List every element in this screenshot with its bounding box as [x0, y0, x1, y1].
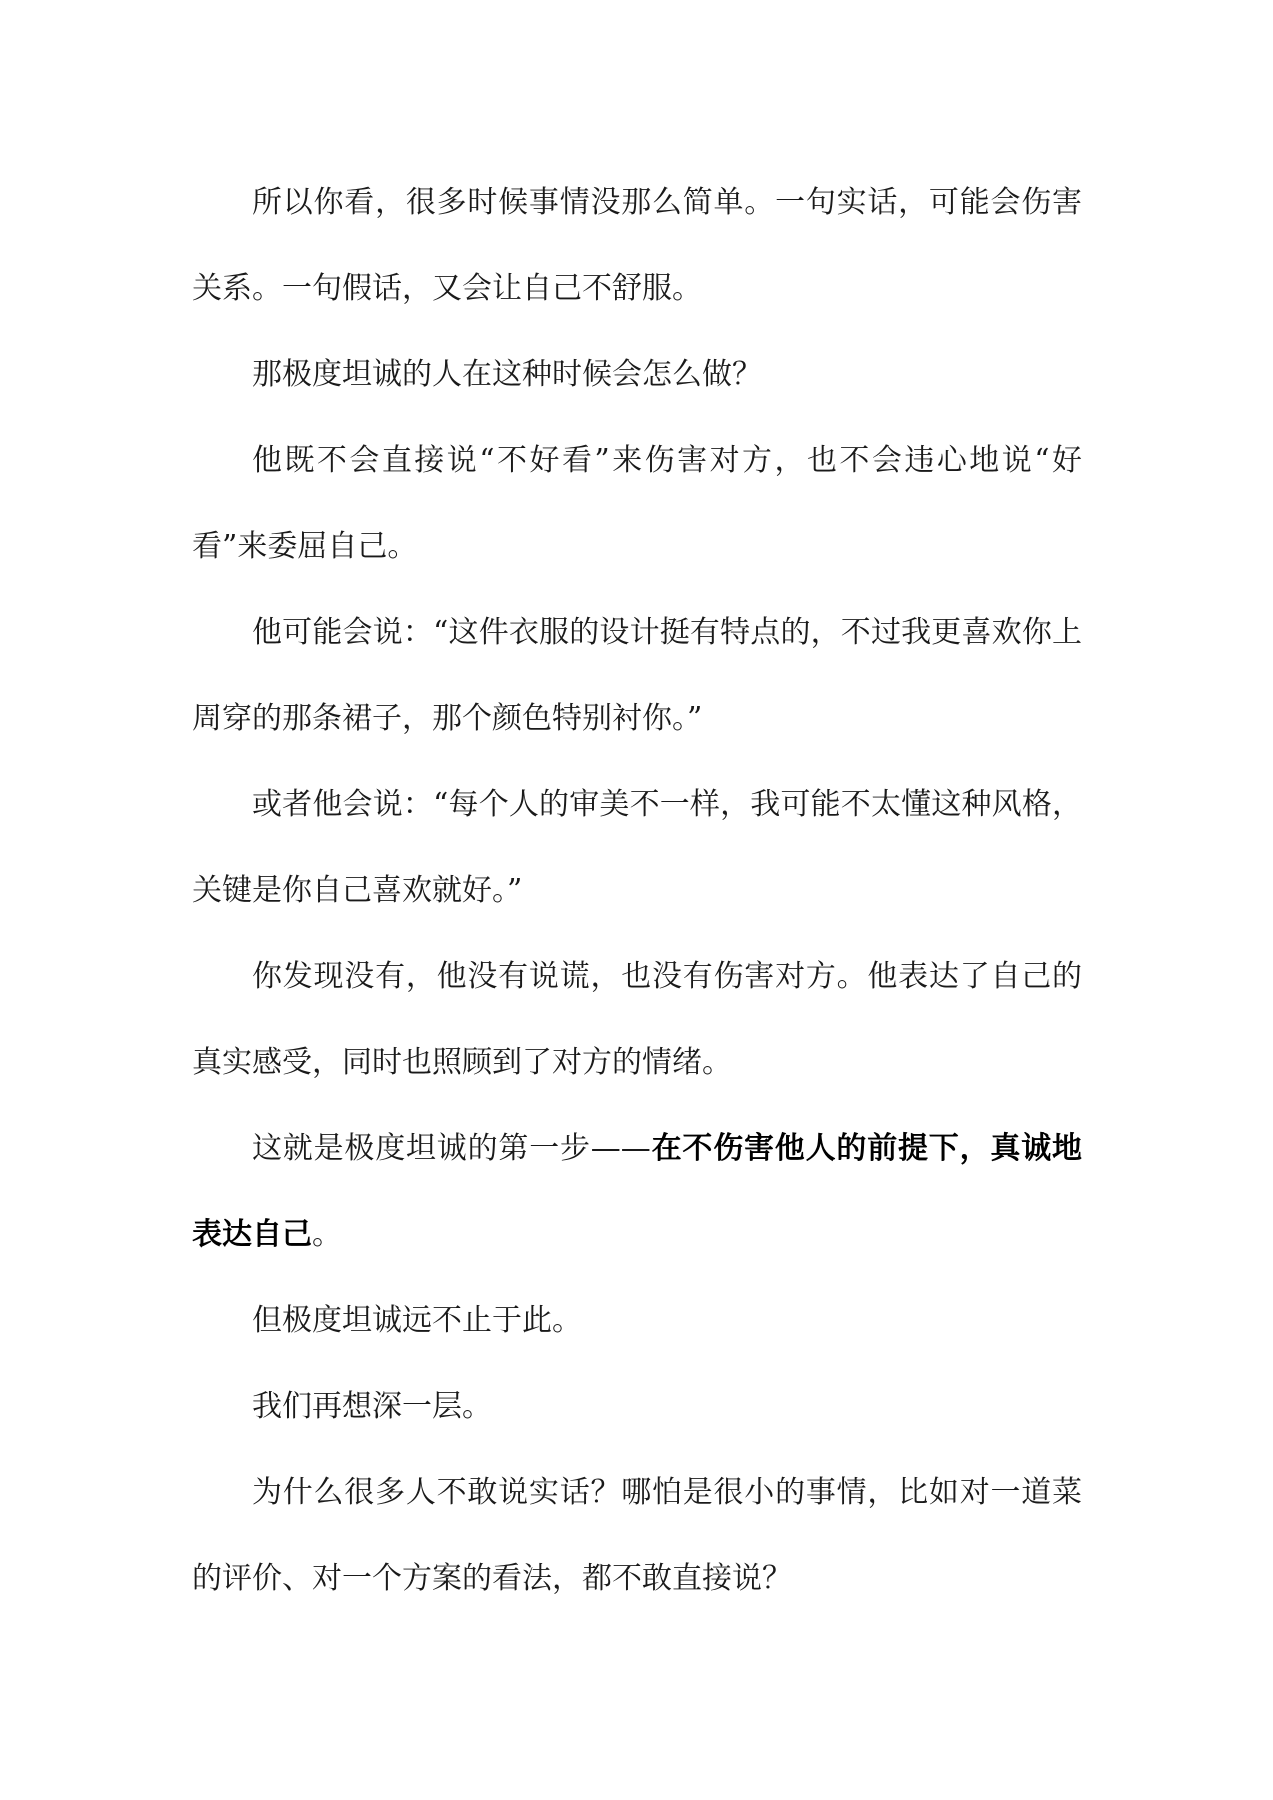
- emphasis-lead-text: 这就是极度坦诚的第一步——: [252, 1131, 651, 1166]
- paragraph: 他可能会说：“这件衣服的设计挺有特点的，不过我更喜欢你上周穿的那条裙子，那个颜色特别衬你。”: [192, 615, 1082, 736]
- paragraph: 我们再想深一层。: [252, 1389, 492, 1424]
- paragraph-emphasis: [192, 1106, 1082, 1278]
- emphasis-tail-text: 。: [312, 1217, 342, 1252]
- paragraph: 但极度坦诚远不止于此。: [252, 1303, 582, 1338]
- paragraph: 所以你看，很多时候事情没那么简单。一句实话，可能会伤害关系。一句假话，又会让自己不舒服。: [192, 185, 1082, 306]
- paragraph: 或者他会说：“每个人的审美不一样，我可能不太懂这种风格，关键是你自己喜欢就好。”: [192, 787, 1082, 908]
- emphasis-bold-text: 在不伤害他人的前提下，真诚地表达自己: [192, 1131, 1083, 1252]
- paragraph: 他既不会直接说“不好看”来伤害对方，也不会违心地说“好看”来委屈自己。: [192, 443, 1082, 564]
- paragraph: 你发现没有，他没有说谎，也没有伤害对方。他表达了自己的真实感受，同时也照顾到了对方的情绪。: [192, 959, 1082, 1080]
- paragraph: 那极度坦诚的人在这种时候会怎么做？: [252, 357, 762, 392]
- paragraph: 为什么很多人不敢说实话？哪怕是很小的事情，比如对一道菜的评价、对一个方案的看法，都不敢直接说？: [192, 1475, 1082, 1596]
- body-text: [192, 160, 1082, 1622]
